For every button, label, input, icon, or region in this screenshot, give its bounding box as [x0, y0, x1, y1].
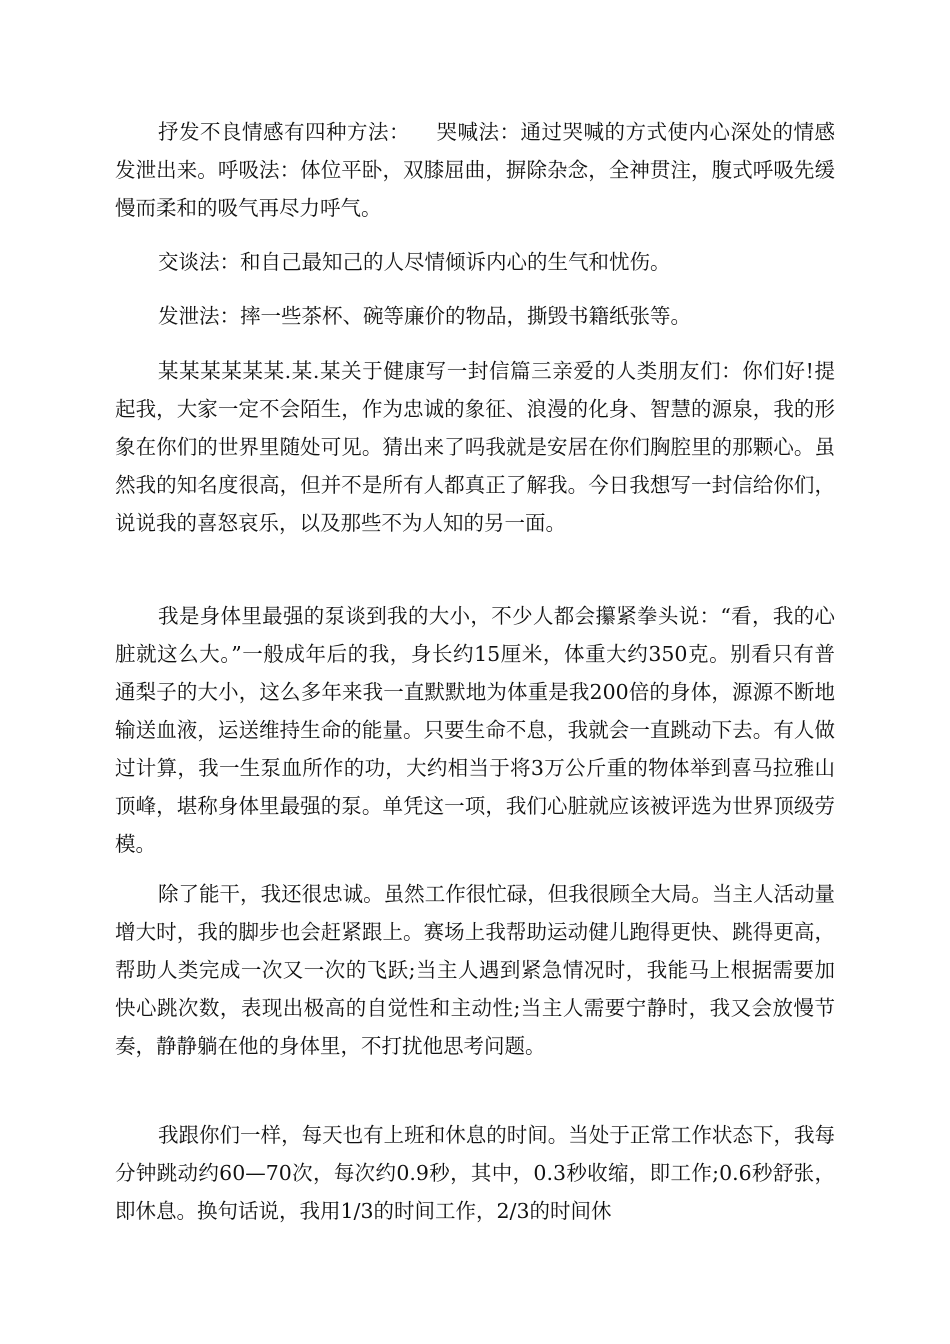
paragraph-talking-method: 交谈法：和自己最知己的人尽情倾诉内心的生气和忧伤。 [158, 250, 671, 274]
paragraph-strongest-pump: 我是身体里最强的泵谈到我的大小，不少人都会攥紧拳头说：“看，我的心脏就这么大。”一般成年后的我，身长约15厘米，体重大约350克。别看只有普通梨子的大小，这么多年来我一直默默地为体重是我200倍的身体，源源不断地输送血液，运送维持生命的能量。只要生命不息，我就会一直跳动下去。有人做过计算，我一生泵血所作的功，大约相当于将3万公斤重的物体举到喜马拉雅山顶峰，堪称身体里最强的泵。单凭这一项，我们心脏就应该被评选为世界顶级劳模。 [115, 604, 835, 856]
paragraph-emotion-methods-body: 哭喊法：通过哭喊的方式使内心深处的情感发泄出来。呼吸法：体位平卧，双膝屈曲，摒除杂念，全神贯注，腹式呼吸先缓慢而柔和的吸气再尽力呼气。 [115, 120, 835, 220]
paragraph-work-rest: 我跟你们一样，每天也有上班和休息的时间。当处于正常工作状态下，我每分钟跳动约60—70次，每次约0.9秒，其中，0.3秒收缩，即工作;0.6秒舒张，即休息。换句话说，我用1/3的时间工作，2/3的时间休 [115, 1123, 835, 1223]
paragraph-loyalty: 除了能干，我还很忠诚。虽然工作很忙碌，但我很顾全大局。当主人活动量增大时，我的脚步也会赶紧跟上。赛场上我帮助运动健儿跑得更快、跳得更高，帮助人类完成一次又一次的飞跃;当主人遇到紧急情况时，我能马上根据需要加快心跳次数，表现出极高的自觉性和主动性;当主人需要宁静时，我又会放慢节奏，静静躺在他的身体里，不打扰他思考问题。 [115, 882, 835, 1058]
paragraph-venting-method: 发泄法：摔一些茶杯、碗等廉价的物品，撕毁书籍纸张等。 [158, 304, 691, 328]
paragraph-letter-intro: 某某某某某某.某.某关于健康写一封信篇三亲爱的人类朋友们：你们好!提起我，大家一定不会陌生，作为忠诚的象征、浪漫的化身、智慧的源泉，我的形象在你们的世界里随处可见。猜出来了吗我就是安居在你们胸腔里的那颗心。虽然我的知名度很高，但并不是所有人都真正了解我。今日我想写一封信给你们，说说我的喜怒哀乐，以及那些不为人知的另一面。 [115, 359, 835, 535]
paragraph-emotion-methods [115, 113, 835, 227]
paragraph-emotion-methods-intro: 抒发不良情感有四种方法： [158, 120, 410, 144]
